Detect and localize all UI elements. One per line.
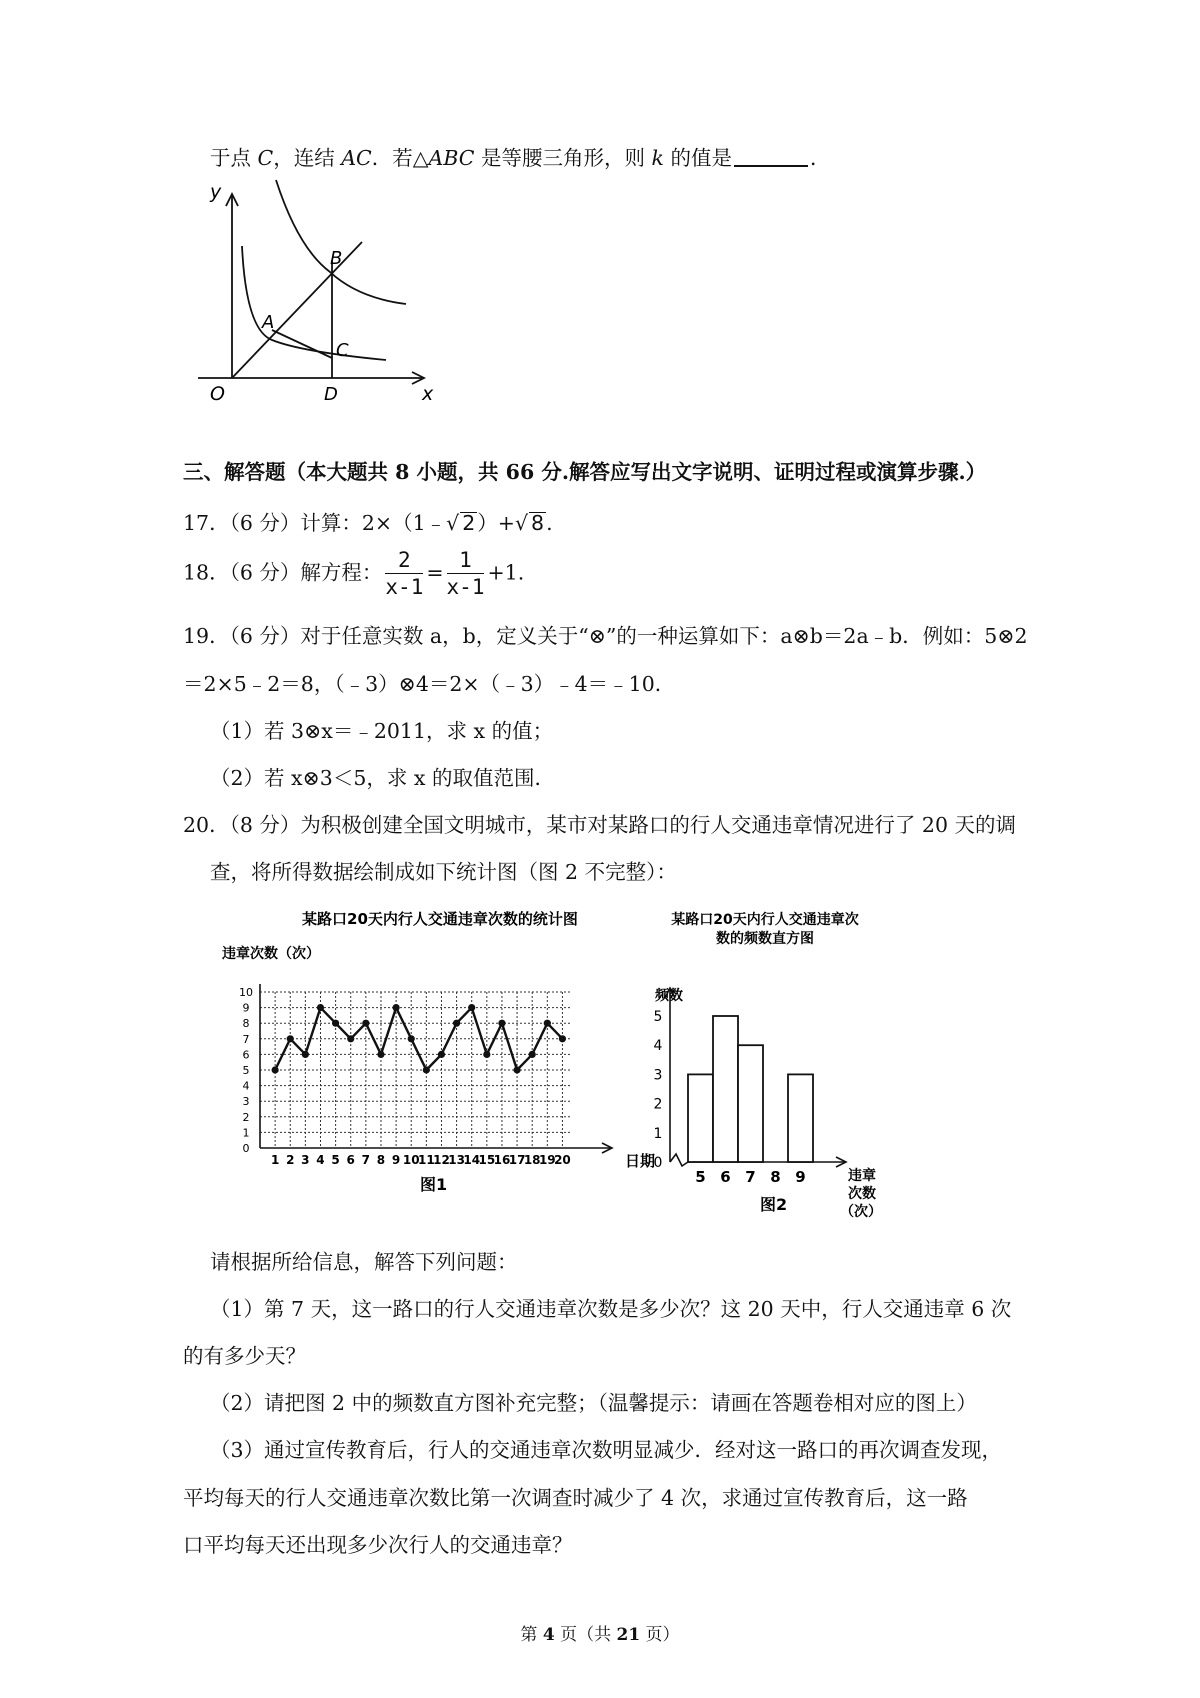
chart2-ytick: 4 [653,1038,663,1055]
chart1-ytick: 5 [242,1064,250,1077]
chart1-point [302,1051,309,1058]
fraction-1 [385,550,423,598]
q16-segment-ac: AC [341,146,372,170]
chart1-point [544,1020,551,1027]
chart2-title-line-1: 某路口20天内行人交通违章次 [671,912,859,928]
q17-text: ）+ [477,511,515,535]
question-18 [183,550,524,598]
chart2-caption: 图2 [760,1195,788,1214]
chart2-ytick: 3 [653,1067,663,1084]
chart1-xtick: 9 [391,1153,401,1167]
chart1-point [438,1051,445,1058]
chart1-xtick: 1 [270,1153,280,1167]
chart1-point [483,1051,490,1058]
chart1-xtick: 16 [493,1153,511,1167]
chart2-xlabel-line-1: 违章 [848,1168,876,1184]
chart1-xlabel: 日期 [625,1152,656,1170]
question-20-part-3a: （3）通过宣传教育后，行人的交通违章次数明显减少．经对这一路口的再次调查发现， [210,1438,1003,1462]
chart1-ylabel: 违章次数（次） [222,946,320,962]
figure-2-histogram [640,900,890,1230]
question-20-part-3c: 口平均每天还出现多少次行人的交通违章？ [183,1533,573,1557]
q16-text: ．若△ [371,146,429,170]
sqrt-icon: √ [514,511,529,535]
q16-figure [190,178,450,408]
chart2-ytick: 1 [653,1125,663,1142]
q17-radicand-1: 2 [462,511,476,535]
chart1-ytick: 7 [242,1032,250,1046]
chart2-bar [713,1016,738,1162]
denominator: x-1 [446,575,485,599]
q16-point-c: C [257,146,274,170]
question-19-line-1: 19．（6 分）对于任意实数 a，b，定义关于“⊗”的一种运算如下：a⊗b＝2a﹣b．例如：5⊗2 [183,624,1028,648]
chart1-xtick: 4 [316,1153,325,1167]
chart1-xtick: 8 [376,1153,386,1167]
chart1-grid [260,992,570,1148]
chart2-xtick: 9 [795,1168,806,1186]
chart1-point [513,1066,520,1073]
equals-sign: = [426,560,444,585]
sqrt-icon: √ [446,511,460,535]
chart2-bars [688,1016,813,1162]
answer-blank [734,149,808,167]
total-pages: 21 [616,1625,641,1645]
question-20-line-2: 查，将所得数据绘制成如下统计图（图 2 不完整）： [210,860,677,884]
chart1-point [468,1004,475,1011]
chart1-xtick: 10 [402,1153,420,1167]
chart1-yticks [239,986,253,1155]
q16-text: ，连结 [273,146,342,170]
chart2-xticks [695,1168,805,1186]
chart1-ytick: 8 [242,1017,250,1031]
chart2-title-line-2: 数的频数直方图 [716,931,814,947]
chart1-xtick: 14 [463,1153,481,1167]
chart1-xticks [271,1153,571,1167]
chart1-xtick: 5 [331,1153,340,1167]
chart2-ytick: 2 [653,1096,663,1113]
chart1-point [287,1035,294,1042]
question-20-line-1: 20．（8 分）为积极创建全国文明城市，某市对某路口的行人交通违章情况进行了 20 天的调 [183,813,1017,837]
question-20-part-1a: （1）第 7 天，这一路口的行人交通违章次数是多少次？这 20 天中，行人交通违章 6 次 [210,1297,1012,1321]
chart1-ytick: 3 [242,1095,250,1109]
chart1-xtick: 17 [508,1153,526,1167]
question-20-instructions: 请根据所给信息，解答下列问题： [210,1250,518,1274]
chart1-xtick: 6 [346,1153,355,1167]
q18-text: 18．（6 分）解方程： [183,560,383,585]
chart1-point [317,1004,324,1011]
q16-var-k: k [651,146,664,170]
chart1-point [392,1004,399,1011]
q17-text: . [546,511,553,535]
numerator: 2 [385,550,423,574]
label-y: y [210,181,222,203]
chart2-ytick: 0 [653,1155,663,1171]
q16-text: 的值是 [663,146,732,170]
chart1-ytick: 6 [242,1048,250,1062]
chart1-point [272,1066,279,1073]
chart2-ylabel: 频数 [655,988,683,1004]
chart1-xtick: 7 [361,1153,371,1167]
chart1-point [347,1035,354,1042]
q16-tail-line [210,148,830,169]
chart2-yticks [654,1009,663,1171]
question-19-line-2: ＝2×5﹣2＝8，（﹣3）⊗4＝2×（﹣3）﹣4＝﹣10． [183,672,676,696]
page-number: 4 [542,1625,555,1645]
chart1-xtick: 3 [301,1153,310,1167]
chart1-point [332,1020,339,1027]
chart1-ytick: 1 [242,1126,250,1140]
q17-text: 17．（6 分）计算：2×（1﹣ [183,511,447,535]
chart1-point [498,1020,505,1027]
chart2-xtick: 7 [745,1168,756,1186]
chart1-point [408,1035,415,1042]
chart1-xtick: 19 [538,1153,556,1167]
chart1-ytick: 10 [239,986,253,999]
chart1-ytick: 4 [242,1079,250,1093]
chart1-xtick: 20 [554,1153,571,1167]
chart1-axes [260,984,612,1153]
chart1-xtick: 13 [448,1153,465,1167]
question-17 [183,512,553,534]
chart1-point [377,1051,384,1058]
chart1-caption: 图1 [420,1175,448,1194]
chart2-bar [738,1045,763,1162]
q16-triangle-abc: ABC [428,146,475,170]
chart1-point [453,1020,460,1027]
q16-text: 于点 [210,146,258,170]
chart1-ytick: 0 [242,1142,250,1155]
label-x: x [422,383,434,405]
section-heading: 三、解答题（本大题共 8 小题，共 66 分.解答应写出文字说明、证明过程或演算步骤.） [183,460,987,484]
chart1-point [362,1020,369,1027]
label-o: O [210,383,225,405]
question-19-part-2: （2）若 x⊗3＜5，求 x 的取值范围． [210,766,555,790]
numerator: 1 [447,550,485,574]
chart2-bar [688,1074,713,1162]
curve-lower [242,246,386,360]
page-footer: 第 4 页（共 21 页） [520,1625,680,1645]
chart1-point [423,1066,430,1073]
chart1-ytick: 9 [242,1001,250,1015]
label-a: A [262,312,275,333]
chart1-title: 某路口20天内行人交通违章次数的统计图 [302,910,578,928]
question-19-part-1: （1）若 3⊗x＝﹣2011，求 x 的值； [210,719,554,743]
chart1-xtick: 11 [417,1153,435,1167]
chart2-xtick: 8 [770,1168,781,1186]
chart1-point [529,1051,536,1058]
chart1-ytick: 2 [242,1110,250,1124]
label-c: C [336,340,349,361]
q18-text: +1. [487,560,525,585]
chart2-xtick: 6 [720,1168,731,1186]
fraction-2 [447,550,485,598]
chart1-series-line [275,1008,562,1070]
question-20-part-1b: 的有多少天？ [183,1344,306,1368]
denominator: x-1 [385,575,424,599]
label-b: B [330,248,343,269]
q16-text: 是等腰三角形，则 [474,146,652,170]
chart1-xtick: 2 [286,1153,295,1167]
chart2-ytick: 5 [653,1009,663,1025]
chart2-xtick: 5 [695,1168,706,1186]
chart1-point [559,1035,566,1042]
chart1-xtick: 15 [478,1153,496,1167]
curve-upper [276,180,406,304]
chart2-xlabel-line-2: 次数 [848,1186,876,1202]
label-d: D [324,384,338,405]
chart2-bar [788,1074,813,1162]
q16-text: ． [809,146,831,170]
chart2-xlabel-line-3: （次） [840,1204,882,1220]
question-20-part-3b: 平均每天的行人交通违章次数比第一次调查时减少了 4 次，求通过宣传教育后，这一路 [183,1486,968,1510]
chart1-xtick: 12 [433,1153,450,1167]
q17-radicand-2: 8 [531,511,545,535]
figure-1-line-chart [220,900,670,1200]
chart1-xtick: 18 [523,1153,541,1167]
question-20-part-2: （2）请把图 2 中的频数直方图补充完整；（温馨提示：请画在答题卷相对应的图上） [210,1391,977,1415]
